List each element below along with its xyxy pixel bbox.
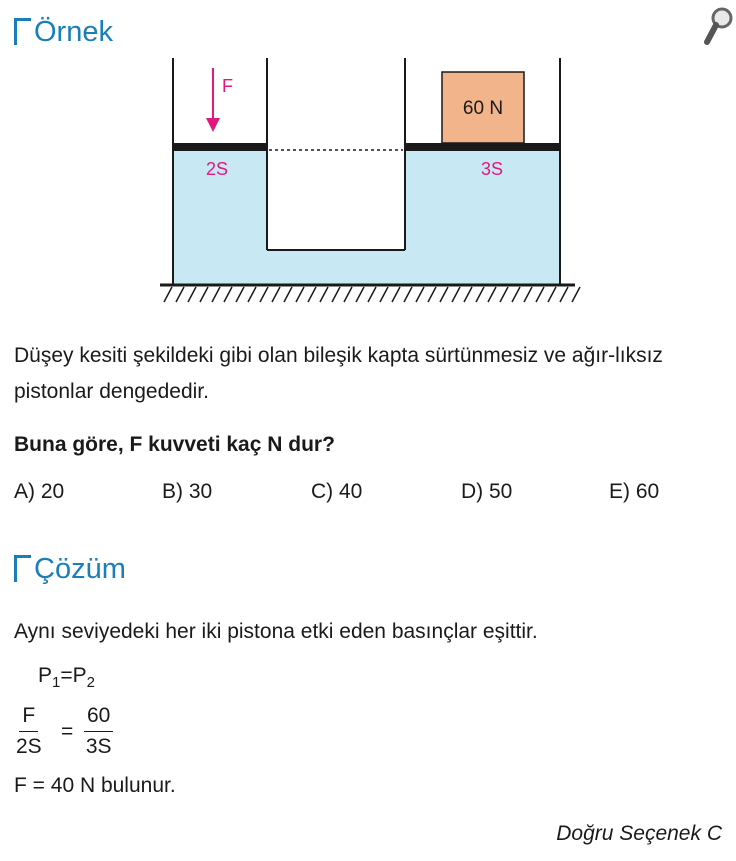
hatch-mark: [392, 287, 400, 302]
hatch-mark: [464, 287, 472, 302]
hatch-mark: [212, 287, 220, 302]
hatch-mark: [296, 287, 304, 302]
hatch-mark: [416, 287, 424, 302]
solution-text: Aynı seviyedeki her iki pistona etki eden basınçlar eşittir.: [14, 620, 538, 643]
hatch-mark: [452, 287, 460, 302]
pressure-equation: [38, 664, 95, 691]
pressure-symbol: P: [72, 664, 87, 687]
pressure-subscript-2: 2: [86, 674, 95, 692]
hatch-mark: [224, 287, 232, 302]
option-d[interactable]: D) 50: [461, 480, 513, 503]
option-a[interactable]: A) 20: [14, 480, 65, 503]
hatch-mark: [476, 287, 484, 302]
equals-sign: =: [60, 664, 73, 687]
hatch-mark: [200, 287, 208, 302]
hatch-mark: [536, 287, 544, 302]
hatch-mark: [440, 287, 448, 302]
correct-answer: Doğru Seçenek C: [556, 822, 722, 845]
ground-hatch: [164, 287, 580, 302]
fraction-right-numerator: 60: [84, 704, 113, 732]
right-piston: [405, 143, 560, 151]
fraction-left-denominator: 2S: [16, 735, 42, 758]
hatch-mark: [332, 287, 340, 302]
hatch-mark: [236, 287, 244, 302]
problem-text: Düşey kesiti şekildeki gibi olan bileşik kapta sürtünmesiz ve ağır-lıksız pistonlar dengededir.: [14, 344, 663, 403]
hatch-mark: [548, 287, 556, 302]
hatch-mark: [428, 287, 436, 302]
hatch-mark: [164, 287, 172, 302]
hatch-mark: [512, 287, 520, 302]
question-text: Buna göre, F kuvveti kaç N dur?: [14, 433, 335, 456]
option-c[interactable]: C) 40: [311, 480, 363, 503]
solution-heading-text: Çözüm: [34, 553, 126, 585]
solution-heading: [14, 551, 126, 587]
result-text: F = 40 N bulunur.: [14, 774, 176, 797]
hatch-mark: [344, 287, 352, 302]
force-arrow-head: [206, 118, 220, 132]
example-heading-text: Örnek: [34, 16, 113, 48]
hatch-mark: [404, 287, 412, 302]
hatch-mark: [572, 287, 580, 302]
hatch-mark: [380, 287, 388, 302]
force-label: F: [222, 76, 233, 96]
option-b[interactable]: B) 30: [162, 480, 213, 503]
left-piston: [173, 143, 267, 151]
hatch-mark: [560, 287, 568, 302]
hatch-mark: [488, 287, 496, 302]
fraction-left-numerator: F: [19, 704, 38, 732]
fraction-right: [84, 704, 113, 759]
hatch-mark: [500, 287, 508, 302]
pressure-subscript-1: 1: [52, 674, 61, 692]
hatch-mark: [188, 287, 196, 302]
hatch-mark: [308, 287, 316, 302]
hatch-mark: [356, 287, 364, 302]
hatch-mark: [248, 287, 256, 302]
fraction-right-denominator: 3S: [85, 735, 112, 758]
hatch-mark: [368, 287, 376, 302]
heading-bracket: [14, 555, 31, 582]
fraction-left: [16, 704, 42, 759]
weight-label: 60 N: [462, 98, 504, 119]
hatch-mark: [272, 287, 280, 302]
left-area-label: 2S: [205, 159, 229, 179]
hatch-mark: [260, 287, 268, 302]
pressure-symbol: P: [38, 664, 53, 687]
option-e[interactable]: E) 60: [609, 480, 660, 503]
hatch-mark: [284, 287, 292, 302]
right-area-label: 3S: [480, 159, 504, 179]
hatch-mark: [524, 287, 532, 302]
hatch-mark: [176, 287, 184, 302]
connected-vessel-figure: [0, 0, 736, 320]
hatch-mark: [320, 287, 328, 302]
fraction-equals-sign: =: [61, 720, 74, 743]
